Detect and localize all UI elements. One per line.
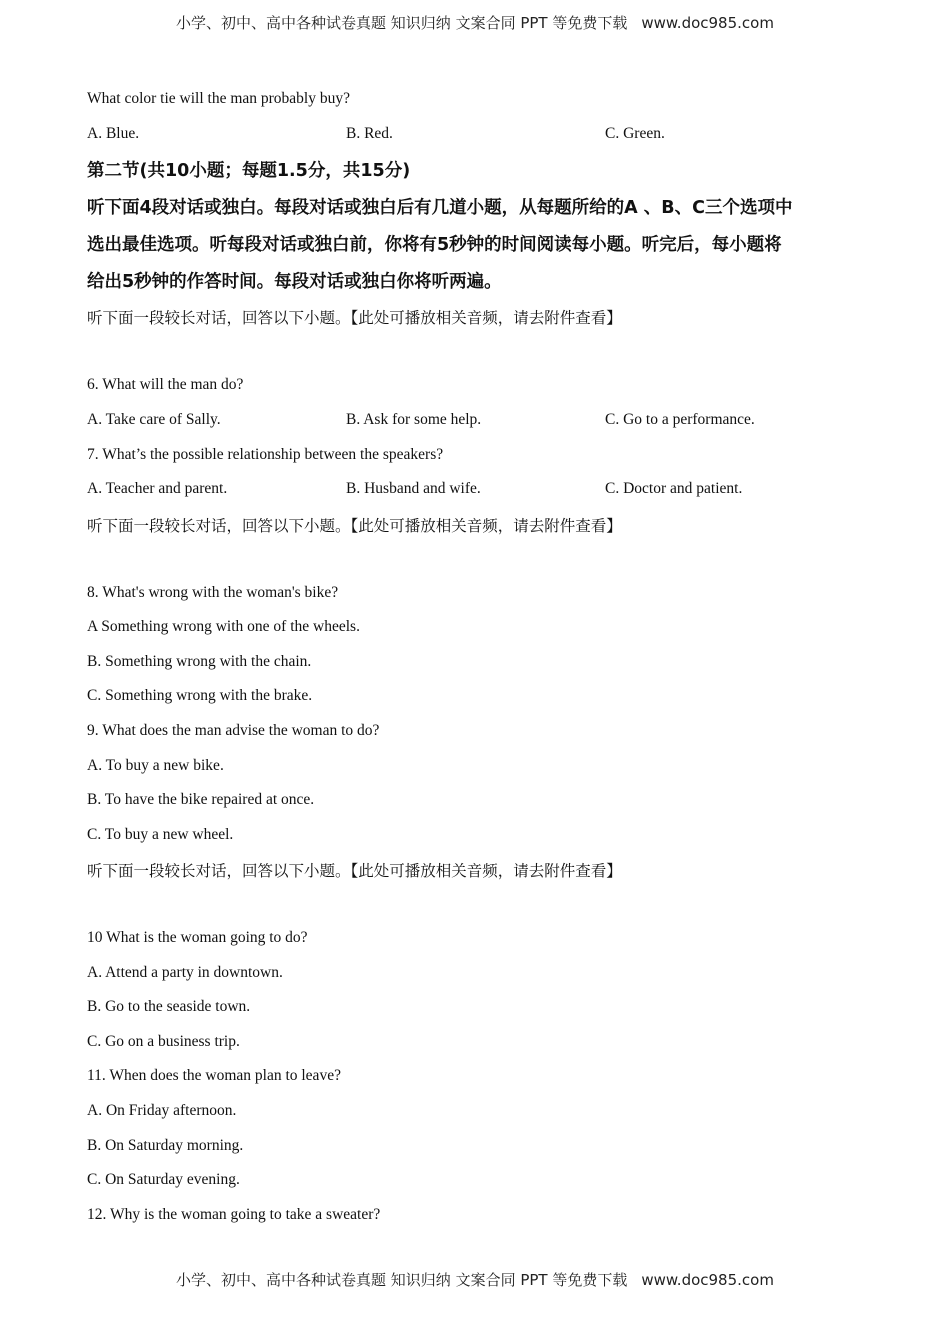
q9-option-c: C. To buy a new wheel. <box>87 826 234 843</box>
q5-option-a: A. Blue. <box>87 125 140 142</box>
q5-question: What color tie will the man probably buy? <box>87 90 350 107</box>
q10-option-a: A. Attend a party in downtown. <box>87 964 283 981</box>
listen-note-2: 听下面一段较长对话，回答以下小题。【此处可播放相关音频，请去附件查看】 <box>87 517 622 535</box>
q10-option-b: B. Go to the seaside town. <box>87 998 251 1015</box>
q11-option-c: C. On Saturday evening. <box>87 1171 240 1188</box>
q5-option-c: C. Green. <box>605 125 665 142</box>
q11-question: 11. When does the woman plan to leave? <box>87 1067 341 1084</box>
q6-option-b: B. Ask for some help. <box>346 411 482 428</box>
q8-option-c: C. Something wrong with the brake. <box>87 687 313 704</box>
q8-question: 8. What's wrong with the woman's bike? <box>87 584 339 601</box>
q8-option-a: A Something wrong with one of the wheels. <box>87 618 360 635</box>
section2-instruction-1: 听下面4段对话或独白。每段对话或独白后有几道小题，从每题所给的A 、B、C三个选项中 <box>87 198 793 218</box>
q10-option-c: C. Go on a business trip. <box>87 1033 240 1050</box>
q9-option-b: B. To have the bike repaired at once. <box>87 791 315 808</box>
section2-title: 第二节(共10小题；每题1.5分，共15分) <box>87 161 411 181</box>
q6-option-a: A. Take care of Sally. <box>87 411 221 428</box>
q7-option-a: A. Teacher and parent. <box>87 480 228 497</box>
page-header <box>0 12 950 33</box>
q8-option-b: B. Something wrong with the chain. <box>87 653 312 670</box>
q6-option-c: C. Go to a performance. <box>605 411 755 428</box>
q7-question: 7. What’s the possible relationship between the speakers? <box>87 446 444 463</box>
page-footer <box>0 1269 950 1290</box>
section2-instruction-3: 给出5秒钟的作答时间。每段对话或独白你将听两遍。 <box>87 272 502 292</box>
q7-option-c: C. Doctor and patient. <box>605 480 743 497</box>
listen-note-3: 听下面一段较长对话，回答以下小题。【此处可播放相关音频，请去附件查看】 <box>87 862 622 880</box>
q11-option-a: A. On Friday afternoon. <box>87 1102 237 1119</box>
header-url[interactable]: www.doc985.com <box>641 14 774 32</box>
header-text: 小学、初中、高中各种试卷真题 知识归纳 文案合同 PPT 等免费下载 <box>176 14 628 32</box>
q9-question: 9. What does the man advise the woman to do? <box>87 722 380 739</box>
listen-note-1: 听下面一段较长对话，回答以下小题。【此处可播放相关音频，请去附件查看】 <box>87 309 622 327</box>
section2-instruction-2: 选出最佳选项。听每段对话或独白前，你将有5秒钟的时间阅读每小题。听完后，每小题将 <box>87 235 782 255</box>
q10-question: 10 What is the woman going to do? <box>87 929 308 946</box>
q6-question: 6. What will the man do? <box>87 376 244 393</box>
q9-option-a: A. To buy a new bike. <box>87 757 224 774</box>
q12-question: 12. Why is the woman going to take a sweater? <box>87 1206 381 1223</box>
q11-option-b: B. On Saturday morning. <box>87 1137 244 1154</box>
footer-url[interactable]: www.doc985.com <box>641 1271 774 1289</box>
q5-option-b: B. Red. <box>346 125 393 142</box>
footer-text: 小学、初中、高中各种试卷真题 知识归纳 文案合同 PPT 等免费下载 <box>176 1271 628 1289</box>
q7-option-b: B. Husband and wife. <box>346 480 481 497</box>
